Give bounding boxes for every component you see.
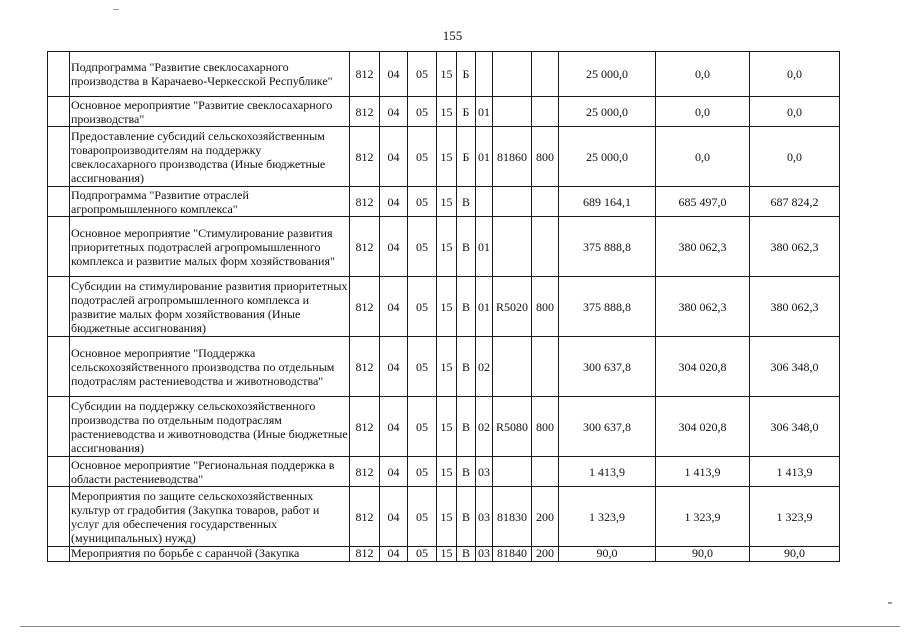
table-row [48, 97, 840, 127]
subsection-code-cell: 05 [408, 52, 437, 97]
section-code-cell: 04 [380, 397, 408, 457]
subprogram-code-cell: Б [457, 127, 476, 187]
section-code-cell: 04 [380, 187, 408, 217]
amount-year-2-cell: 685 497,0 [656, 187, 750, 217]
amount-year-1-cell: 300 637,8 [559, 337, 656, 397]
ministry-code-cell: 812 [350, 97, 380, 127]
amount-year-3-cell: 1 413,9 [750, 457, 840, 487]
amount-year-1-cell: 25 000,0 [559, 97, 656, 127]
expense-type-cell: 800 [532, 397, 559, 457]
row-name-cell: Субсидии на стимулирование развития приоритетных подотраслей агропромышленного комплекса и развитие малых форм хозяйствования (Иные бюджетные ассигнования) [70, 277, 350, 337]
ministry-code-cell: 812 [350, 397, 380, 457]
amount-year-1-cell: 689 164,1 [559, 187, 656, 217]
amount-year-2-cell: 304 020,8 [656, 337, 750, 397]
row-name-cell: Основное мероприятие "Развитие свеклосахарного производства" [70, 97, 350, 127]
amount-year-3-cell: 90,0 [750, 547, 840, 562]
activity-code-cell: 01 [476, 127, 493, 187]
row-number-cell [48, 277, 70, 337]
row-number-cell [48, 547, 70, 562]
row-name-cell: Подпрограмма "Развитие отраслей агропромышленного комплекса" [70, 187, 350, 217]
direction-code-cell [493, 337, 532, 397]
direction-code-cell: 81830 [493, 487, 532, 547]
amount-year-2-cell: 380 062,3 [656, 217, 750, 277]
activity-code-cell: 03 [476, 457, 493, 487]
direction-code-cell: 81840 [493, 547, 532, 562]
subsection-code-cell: 05 [408, 457, 437, 487]
page-number: 155 [442, 28, 463, 43]
amount-year-2-cell: 90,0 [656, 547, 750, 562]
amount-year-2-cell: 0,0 [656, 127, 750, 187]
expense-type-cell: 800 [532, 277, 559, 337]
amount-year-3-cell: 380 062,3 [750, 217, 840, 277]
subsection-code-cell: 05 [408, 487, 437, 547]
subprogram-code-cell: В [457, 217, 476, 277]
row-name-cell: Предоставление субсидий сельскохозяйственным товаропроизводителям на поддержку свеклосахарного производства (Иные бюджетные ассигнования) [70, 127, 350, 187]
direction-code-cell: R5080 [493, 397, 532, 457]
ministry-code-cell: 812 [350, 457, 380, 487]
subprogram-code-cell: Б [457, 52, 476, 97]
scan-speck [888, 602, 892, 604]
table-row [48, 217, 840, 277]
program-code-cell: 15 [437, 397, 457, 457]
amount-year-3-cell: 0,0 [750, 127, 840, 187]
subprogram-code-cell: В [457, 397, 476, 457]
amount-year-2-cell: 304 020,8 [656, 397, 750, 457]
program-code-cell: 15 [437, 277, 457, 337]
budget-table-body [48, 52, 840, 562]
activity-code-cell [476, 52, 493, 97]
table-row [48, 457, 840, 487]
amount-year-2-cell: 0,0 [656, 52, 750, 97]
program-code-cell: 15 [437, 547, 457, 562]
row-name-cell: Основное мероприятие "Региональная поддержка в области растениеводства" [70, 457, 350, 487]
section-code-cell: 04 [380, 337, 408, 397]
direction-code-cell [493, 97, 532, 127]
subprogram-code-cell: В [457, 277, 476, 337]
scan-speck [113, 9, 119, 10]
expense-type-cell [532, 52, 559, 97]
subsection-code-cell: 05 [408, 127, 437, 187]
subprogram-code-cell: В [457, 547, 476, 562]
row-number-cell [48, 97, 70, 127]
section-code-cell: 04 [380, 217, 408, 277]
subsection-code-cell: 05 [408, 277, 437, 337]
program-code-cell: 15 [437, 127, 457, 187]
section-code-cell: 04 [380, 277, 408, 337]
amount-year-3-cell: 0,0 [750, 97, 840, 127]
row-name-cell: Субсидии на поддержку сельскохозяйственного производства по отдельным подотраслям растениеводства и животноводства (Иные бюджетные ассигнования) [71, 398, 348, 455]
ministry-code-cell: 812 [350, 337, 380, 397]
table-row [48, 547, 840, 562]
ministry-code-cell: 812 [350, 277, 380, 337]
ministry-code-cell: 812 [350, 487, 380, 547]
budget-table [47, 51, 840, 562]
table-row [48, 187, 840, 217]
amount-year-3-cell: 306 348,0 [750, 397, 840, 457]
amount-year-3-cell: 1 323,9 [750, 487, 840, 547]
subsection-code-cell: 05 [408, 397, 437, 457]
amount-year-3-cell: 687 824,2 [750, 187, 840, 217]
table-row [48, 127, 840, 187]
direction-code-cell: 81860 [493, 127, 532, 187]
program-code-cell: 15 [437, 187, 457, 217]
amount-year-2-cell: 380 062,3 [656, 277, 750, 337]
program-code-cell: 15 [437, 217, 457, 277]
row-number-cell [48, 187, 70, 217]
section-code-cell: 04 [380, 127, 408, 187]
section-code-cell: 04 [380, 457, 408, 487]
program-code-cell: 15 [437, 52, 457, 97]
activity-code-cell: 01 [476, 217, 493, 277]
row-number-cell [48, 487, 70, 547]
table-row [48, 52, 840, 97]
amount-year-1-cell: 375 888,8 [559, 217, 656, 277]
table-row [48, 397, 840, 457]
program-code-cell: 15 [437, 487, 457, 547]
subsection-code-cell: 05 [408, 337, 437, 397]
page-bottom-rule [20, 626, 900, 627]
direction-code-cell [493, 52, 532, 97]
expense-type-cell: 800 [532, 127, 559, 187]
table-row [48, 337, 840, 397]
expense-type-cell: 200 [532, 487, 559, 547]
program-code-cell: 15 [437, 337, 457, 397]
expense-type-cell [532, 457, 559, 487]
row-name-cell: Основное мероприятие "Поддержка сельскохозяйственного производства по отдельным подотраслям растениеводства и животноводства" [70, 337, 350, 397]
amount-year-1-cell: 1 413,9 [559, 457, 656, 487]
activity-code-cell: 03 [476, 547, 493, 562]
activity-code-cell: 02 [476, 337, 493, 397]
subprogram-code-cell: В [457, 337, 476, 397]
subprogram-code-cell: В [457, 457, 476, 487]
row-name-cell: Мероприятия по защите сельскохозяйственных культур от градобития (Закупка товаров, работ и услуг для обеспечения государственных (муниципальных) нужд) [70, 487, 350, 547]
program-code-cell: 15 [437, 457, 457, 487]
program-code-cell: 15 [437, 97, 457, 127]
expense-type-cell: 200 [532, 547, 559, 562]
amount-year-1-cell: 25 000,0 [559, 127, 656, 187]
direction-code-cell: R5020 [493, 277, 532, 337]
row-number-cell [48, 337, 70, 397]
amount-year-1-cell: 300 637,8 [559, 397, 656, 457]
direction-code-cell [493, 217, 532, 277]
direction-code-cell [493, 187, 532, 217]
row-number-cell [48, 127, 70, 187]
expense-type-cell [532, 337, 559, 397]
row-name-cell: Основное мероприятие "Стимулирование развития приоритетных подотраслей агропромышленного комплекса и развитие малых форм хозяйствования" [70, 217, 350, 277]
row-number-cell [48, 52, 70, 97]
direction-code-cell [493, 457, 532, 487]
amount-year-2-cell: 1 323,9 [656, 487, 750, 547]
amount-year-3-cell: 306 348,0 [750, 337, 840, 397]
activity-code-cell: 01 [476, 97, 493, 127]
ministry-code-cell: 812 [350, 127, 380, 187]
table-row [48, 277, 840, 337]
subsection-code-cell: 05 [408, 187, 437, 217]
subsection-code-cell: 05 [408, 97, 437, 127]
amount-year-2-cell: 1 413,9 [656, 457, 750, 487]
ministry-code-cell: 812 [350, 187, 380, 217]
subsection-code-cell: 05 [408, 217, 437, 277]
row-name-cell: Мероприятия по борьбе с саранчой (Закупка [70, 547, 350, 562]
row-number-cell [48, 217, 70, 277]
section-code-cell: 04 [380, 547, 408, 562]
ministry-code-cell: 812 [350, 547, 380, 562]
activity-code-cell: 01 [476, 277, 493, 337]
row-name-cell: Подпрограмма "Развитие свеклосахарного производства в Карачаево-Черкесской Республике" [70, 52, 350, 97]
section-code-cell: 04 [380, 52, 408, 97]
row-number-cell [48, 457, 70, 487]
amount-year-1-cell: 1 323,9 [559, 487, 656, 547]
activity-code-cell [476, 187, 493, 217]
table-row [48, 487, 840, 547]
amount-year-1-cell: 90,0 [559, 547, 656, 562]
amount-year-1-cell: 25 000,0 [559, 52, 656, 97]
ministry-code-cell: 812 [350, 217, 380, 277]
expense-type-cell [532, 97, 559, 127]
activity-code-cell: 02 [476, 397, 493, 457]
subprogram-code-cell: В [457, 487, 476, 547]
section-code-cell: 04 [380, 97, 408, 127]
section-code-cell: 04 [380, 487, 408, 547]
ministry-code-cell: 812 [350, 52, 380, 97]
row-number-cell [48, 397, 70, 457]
expense-type-cell [532, 217, 559, 277]
amount-year-3-cell: 0,0 [750, 52, 840, 97]
amount-year-3-cell: 380 062,3 [750, 277, 840, 337]
amount-year-1-cell: 375 888,8 [559, 277, 656, 337]
activity-code-cell: 03 [476, 487, 493, 547]
subprogram-code-cell: Б [457, 97, 476, 127]
subsection-code-cell: 05 [408, 547, 437, 562]
expense-type-cell [532, 187, 559, 217]
amount-year-2-cell: 0,0 [656, 97, 750, 127]
subprogram-code-cell: В [457, 187, 476, 217]
